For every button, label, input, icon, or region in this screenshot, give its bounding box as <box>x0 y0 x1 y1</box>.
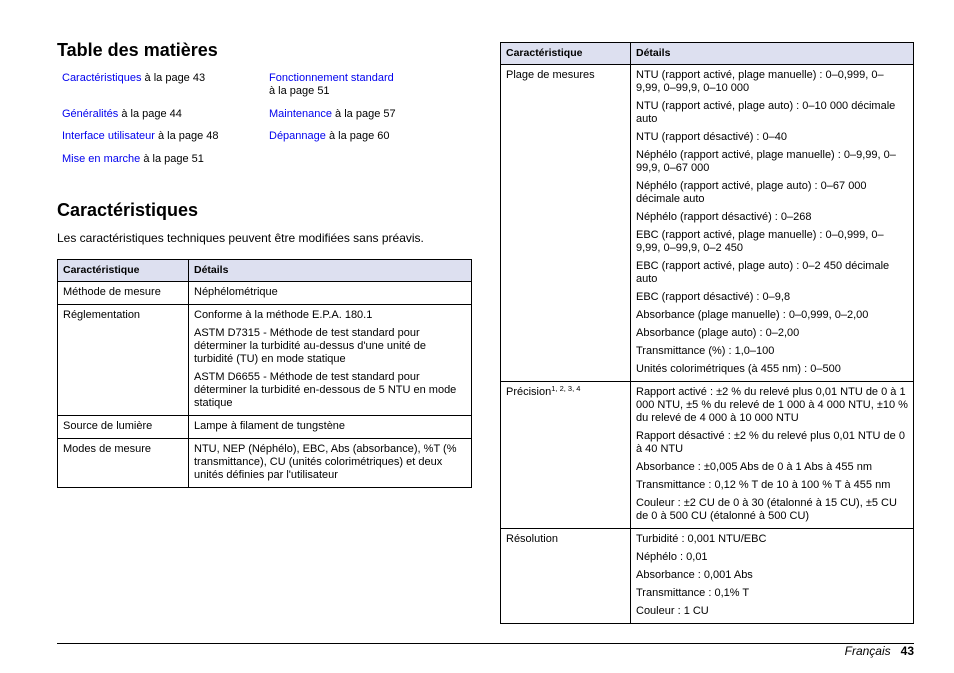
feature-label: Modes de mesure <box>63 443 152 455</box>
column-header-details: Détails <box>189 260 472 282</box>
detail-line: Rapport désactivé : ±2 % du relevé plus 0,01 NTU de 0 à 40 NTU <box>636 430 905 455</box>
detail-line: NTU (rapport activé, plage manuelle) : 0–0,999, 0–9,99, 0–99,9, 0–10 000 <box>636 69 884 94</box>
feature-cell <box>501 65 631 382</box>
detail-line: NTU (rapport activé, plage auto) : 0–10 000 décimale auto <box>636 100 896 125</box>
toc-item-interface <box>62 130 262 143</box>
detail-line: Rapport activé : ±2 % du relevé plus 0,01 NTU de 0 à 1 000 NTU, ±5 % du relevé de 1 000 à 4 000 NTU, ±10 % du relevé de 4 000 à 10 000 NTU <box>636 386 908 424</box>
table-of-contents <box>57 72 472 192</box>
toc-page-ref: à la page 43 <box>141 72 206 84</box>
details-cell <box>631 65 914 382</box>
detail-line: Unités colorimétriques (à 455 nm) : 0–500 <box>636 363 841 375</box>
toc-link[interactable]: Maintenance <box>269 108 332 120</box>
table-row <box>58 439 472 488</box>
spec-table-left <box>57 259 472 488</box>
page-footer <box>845 644 914 658</box>
toc-link[interactable]: Généralités <box>62 108 119 120</box>
table-row <box>501 382 914 529</box>
table-body <box>58 282 472 488</box>
column-header-details: Détails <box>631 43 914 65</box>
toc-item-caracteristiques <box>62 72 262 85</box>
detail-line: Turbidité : 0,001 NTU/EBC <box>636 533 767 545</box>
table-row <box>58 282 472 305</box>
detail-line: Lampe à filament de tungstène <box>194 420 346 432</box>
table-body <box>501 65 914 624</box>
detail-line: EBC (rapport activé, plage manuelle) : 0–0,999, 0–9,99, 0–99,9, 0–2 450 <box>636 229 884 254</box>
details-cell <box>631 382 914 529</box>
feature-cell <box>501 382 631 529</box>
detail-line: EBC (rapport activé, plage auto) : 0–2 450 décimale auto <box>636 260 890 285</box>
right-column <box>500 42 914 624</box>
toc-item-maintenance <box>269 108 469 121</box>
toc-page-ref: à la page 44 <box>118 108 182 120</box>
table-row <box>58 305 472 416</box>
feature-label: Précision <box>506 386 552 398</box>
detail-line: Néphélo (rapport activé, plage manuelle) : 0–9,99, 0–99,9, 0–67 000 <box>636 149 896 174</box>
detail-line: Transmittance : 0,12 % T de 10 à 100 % T à 455 nm <box>636 479 891 491</box>
footer-language: Français <box>844 644 891 658</box>
toc-page-ref: à la page 60 <box>325 130 390 142</box>
intro-text: Les caractéristiques techniques peuvent être modifiées sans préavis. <box>57 231 424 245</box>
feature-label: Méthode de mesure <box>63 286 161 298</box>
detail-line: Absorbance : 0,001 Abs <box>636 569 753 581</box>
toc-link[interactable]: Dépannage <box>269 130 326 142</box>
details-cell <box>189 305 472 416</box>
detail-line: Transmittance (%) : 1,0–100 <box>636 345 775 357</box>
feature-cell <box>58 305 189 416</box>
page-number: 43 <box>900 644 914 658</box>
toc-page-ref: à la page 51 <box>269 85 330 97</box>
feature-cell <box>58 416 189 439</box>
toc-link[interactable]: Mise en marche <box>62 153 141 165</box>
detail-line: ASTM D6655 - Méthode de test standard pour déterminer la turbidité en-dessous de 5 NTU en mode statique <box>194 371 457 409</box>
table-header-row <box>58 260 472 282</box>
details-cell <box>189 439 472 488</box>
table-row <box>501 65 914 382</box>
toc-title: Table des matières <box>57 40 218 60</box>
detail-line: Néphélo (rapport activé, plage auto) : 0–67 000 décimale auto <box>636 180 867 205</box>
detail-line: Absorbance : ±0,005 Abs de 0 à 1 Abs à 455 nm <box>636 461 872 473</box>
feature-label: Plage de mesures <box>506 69 595 81</box>
detail-line: Couleur : ±2 CU de 0 à 30 (étalonné à 15 CU), ±5 CU de 0 à 500 CU (étalonné à 500 CU) <box>636 497 897 522</box>
table-header-row <box>501 43 914 65</box>
detail-line: Conforme à la méthode E.P.A. 180.1 <box>194 309 373 321</box>
detail-line: Néphélo : 0,01 <box>636 551 708 563</box>
toc-page-ref: à la page 51 <box>140 153 204 165</box>
detail-line: Transmittance : 0,1% T <box>636 587 750 599</box>
section-title: Caractéristiques <box>57 200 199 220</box>
detail-line: Absorbance (plage auto) : 0–2,00 <box>636 327 800 339</box>
details-cell <box>189 282 472 305</box>
feature-cell <box>58 439 189 488</box>
detail-line: NTU (rapport désactivé) : 0–40 <box>636 131 788 143</box>
footnote-ref: 1, 2, 3, 4 <box>551 384 581 393</box>
feature-cell <box>501 529 631 624</box>
table-row <box>58 416 472 439</box>
toc-item-depannage <box>269 130 469 143</box>
toc-item-fonctionnement <box>269 72 469 98</box>
toc-link[interactable]: Interface utilisateur <box>62 130 155 142</box>
toc-page-ref: à la page 48 <box>154 130 219 142</box>
spec-table-right <box>500 42 914 624</box>
left-column <box>57 38 472 488</box>
detail-line: Couleur : 1 CU <box>636 605 709 617</box>
details-cell <box>189 416 472 439</box>
column-header-feature: Caractéristique <box>501 43 631 65</box>
table-row <box>501 529 914 624</box>
column-header-feature: Caractéristique <box>58 260 189 282</box>
feature-label: Source de lumière <box>63 420 153 432</box>
feature-label: Résolution <box>506 533 558 545</box>
detail-line: ASTM D7315 - Méthode de test standard pour déterminer la turbidité au-dessus d'une unité de turbidité (TU) en mode statique <box>194 327 427 365</box>
details-cell <box>631 529 914 624</box>
detail-line: Néphélo (rapport désactivé) : 0–268 <box>636 211 812 223</box>
detail-line: EBC (rapport désactivé) : 0–9,8 <box>636 291 791 303</box>
toc-item-generalites <box>62 108 262 121</box>
detail-line: NTU, NEP (Néphélo), EBC, Abs (absorbance), %T (% transmittance), CU (unités colorimétriques) et deux unités définies par l'utilisateur <box>194 443 457 481</box>
detail-line: Néphélométrique <box>194 286 278 298</box>
toc-link[interactable]: Caractéristiques <box>62 72 142 84</box>
feature-cell <box>58 282 189 305</box>
toc-link[interactable]: Fonctionnement standard <box>269 72 394 84</box>
detail-line: Absorbance (plage manuelle) : 0–0,999, 0–2,00 <box>636 309 869 321</box>
toc-item-mise-en-marche <box>62 153 262 166</box>
toc-page-ref: à la page 57 <box>332 108 396 120</box>
feature-label: Réglementation <box>63 309 141 321</box>
footer-divider <box>57 643 914 644</box>
